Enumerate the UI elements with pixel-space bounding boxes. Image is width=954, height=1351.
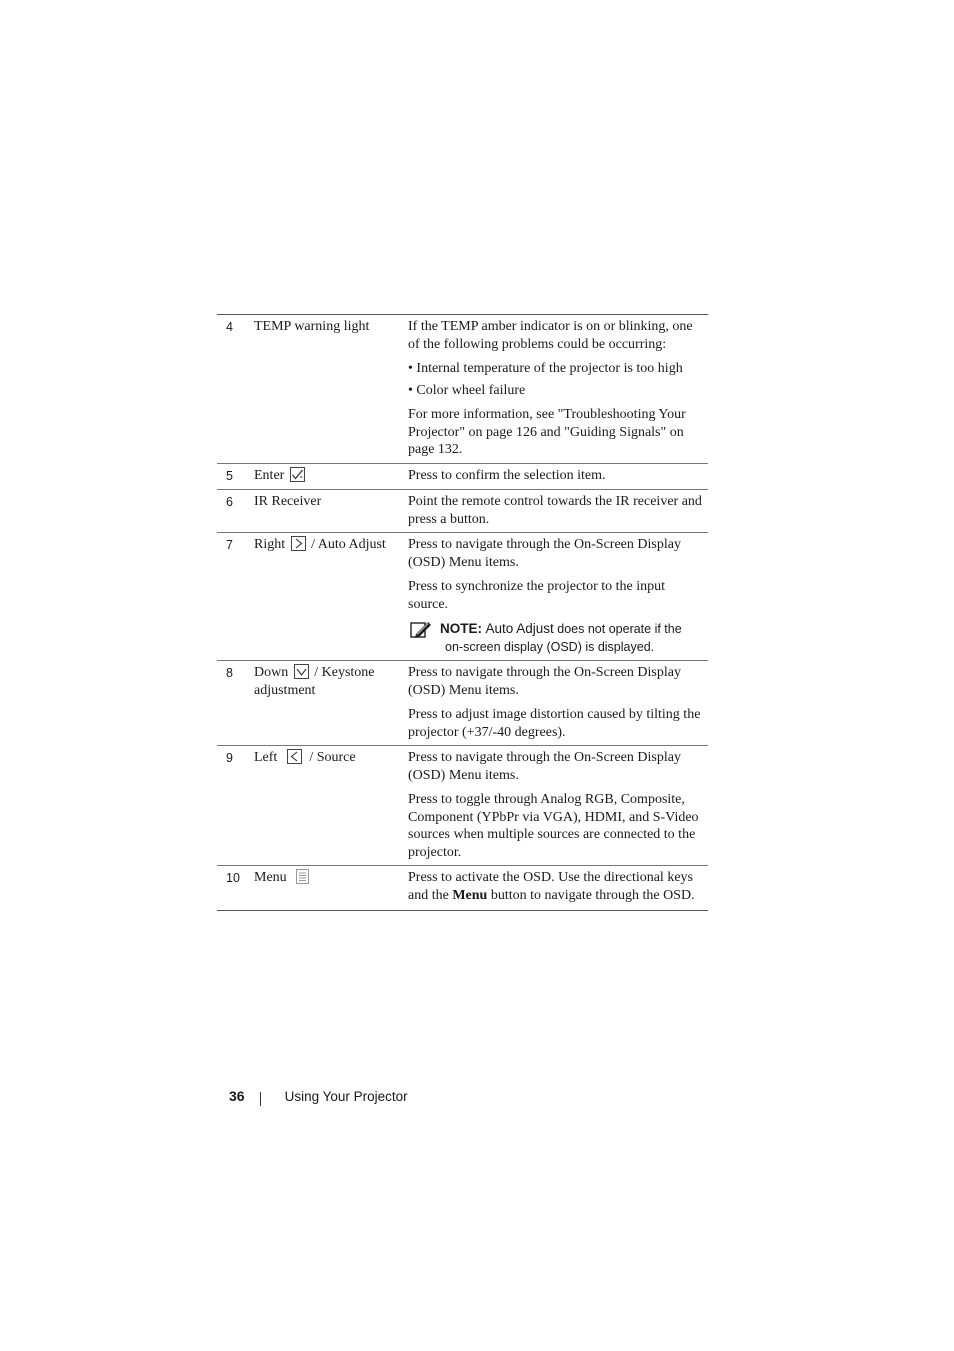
note-heading: NOTE: — [440, 621, 482, 636]
note-text-line2: on-screen display (OSD) is displayed. — [445, 639, 655, 654]
page-number: 36 — [229, 1088, 245, 1104]
item-description — [408, 664, 708, 741]
list-item: • Color wheel failure — [408, 382, 526, 398]
right-arrow-icon — [291, 536, 306, 551]
item-description — [408, 467, 708, 486]
item-name-suffix: / Auto Adjust — [311, 537, 386, 552]
note-box — [408, 620, 706, 656]
button-function-table — [217, 314, 708, 911]
description-text: For more information, see "Troubleshooting Your Projector" on page 126 and "Guiding Signals" on page 132. — [408, 407, 686, 457]
note-pencil-icon — [408, 620, 440, 656]
footer-divider — [260, 1092, 261, 1106]
row-number: 5 — [226, 468, 233, 483]
section-title: Using Your Projector — [284, 1088, 408, 1104]
item-name — [254, 869, 408, 904]
table-row — [217, 315, 708, 463]
note-text — [440, 620, 706, 656]
menu-icon — [296, 869, 309, 884]
table-row — [217, 660, 708, 745]
left-arrow-icon — [287, 749, 302, 764]
table-row — [217, 532, 708, 660]
item-description — [408, 493, 708, 528]
description-text: Press to navigate through the On-Screen Display (OSD) Menu items. — [408, 537, 681, 570]
table-row — [217, 745, 708, 865]
description-text: Press to navigate through the On-Screen Display (OSD) Menu items. — [408, 665, 681, 698]
item-name — [254, 467, 408, 486]
item-name-label: Down — [254, 665, 289, 680]
row-number: 6 — [226, 495, 233, 509]
description-text-part: button to navigate through the OSD. — [490, 887, 695, 903]
description-text: Press to synchronize the projector to the input source. — [408, 579, 665, 612]
menu-term: Menu — [452, 887, 488, 903]
description-text: Point the remote control towards the IR receiver and press a button. — [408, 494, 702, 527]
item-name-suffix: / Keystone — [314, 665, 375, 680]
note-term: Auto Adjust — [485, 621, 554, 636]
item-description — [408, 536, 708, 656]
item-name-label: Right — [254, 537, 286, 552]
row-number: 9 — [226, 751, 233, 765]
description-text: Press to adjust image distortion caused by tilting the projector (+37/-40 degrees). — [408, 707, 701, 740]
item-name-label: Enter — [254, 467, 285, 483]
description-text: Press to toggle through Analog RGB, Composite, Component (YPbPr via VGA), HDMI, and S-Video sources when multiple sources are connected to the projector. — [408, 792, 699, 860]
description-text: If the TEMP amber indicator is on or blinking, one of the following problems could be occurring: — [408, 319, 693, 352]
row-number: 4 — [226, 320, 233, 334]
table-row — [217, 865, 708, 910]
item-name — [254, 749, 408, 861]
item-name: IR Receiver — [254, 494, 322, 509]
table-row — [217, 463, 708, 490]
item-name-label: Left — [254, 750, 278, 765]
item-description — [408, 318, 708, 459]
row-number: 10 — [226, 871, 240, 885]
item-name-suffix: / Source — [309, 750, 356, 765]
note-text-line1: does not operate if the — [557, 622, 682, 636]
item-name-line2: adjustment — [254, 682, 316, 698]
down-arrow-icon — [294, 664, 309, 679]
item-description — [408, 869, 708, 904]
table-row — [217, 489, 708, 532]
enter-check-icon — [290, 467, 305, 482]
row-number: 7 — [226, 538, 233, 552]
item-name — [254, 664, 408, 741]
description-text: Press to navigate through the On-Screen Display (OSD) Menu items. — [408, 750, 681, 783]
page-footer — [229, 1088, 408, 1104]
description-text-part: Press to activate the OSD. Use the directional keys and the — [408, 870, 693, 903]
item-description — [408, 749, 708, 861]
item-name — [254, 536, 408, 656]
item-name: TEMP warning light — [254, 319, 370, 334]
item-name-label: Menu — [254, 870, 287, 885]
row-number: 8 — [226, 666, 233, 680]
description-text — [408, 869, 706, 904]
list-item: • Internal temperature of the projector is too high — [408, 361, 683, 376]
description-text: Press to confirm the selection item. — [408, 467, 606, 483]
